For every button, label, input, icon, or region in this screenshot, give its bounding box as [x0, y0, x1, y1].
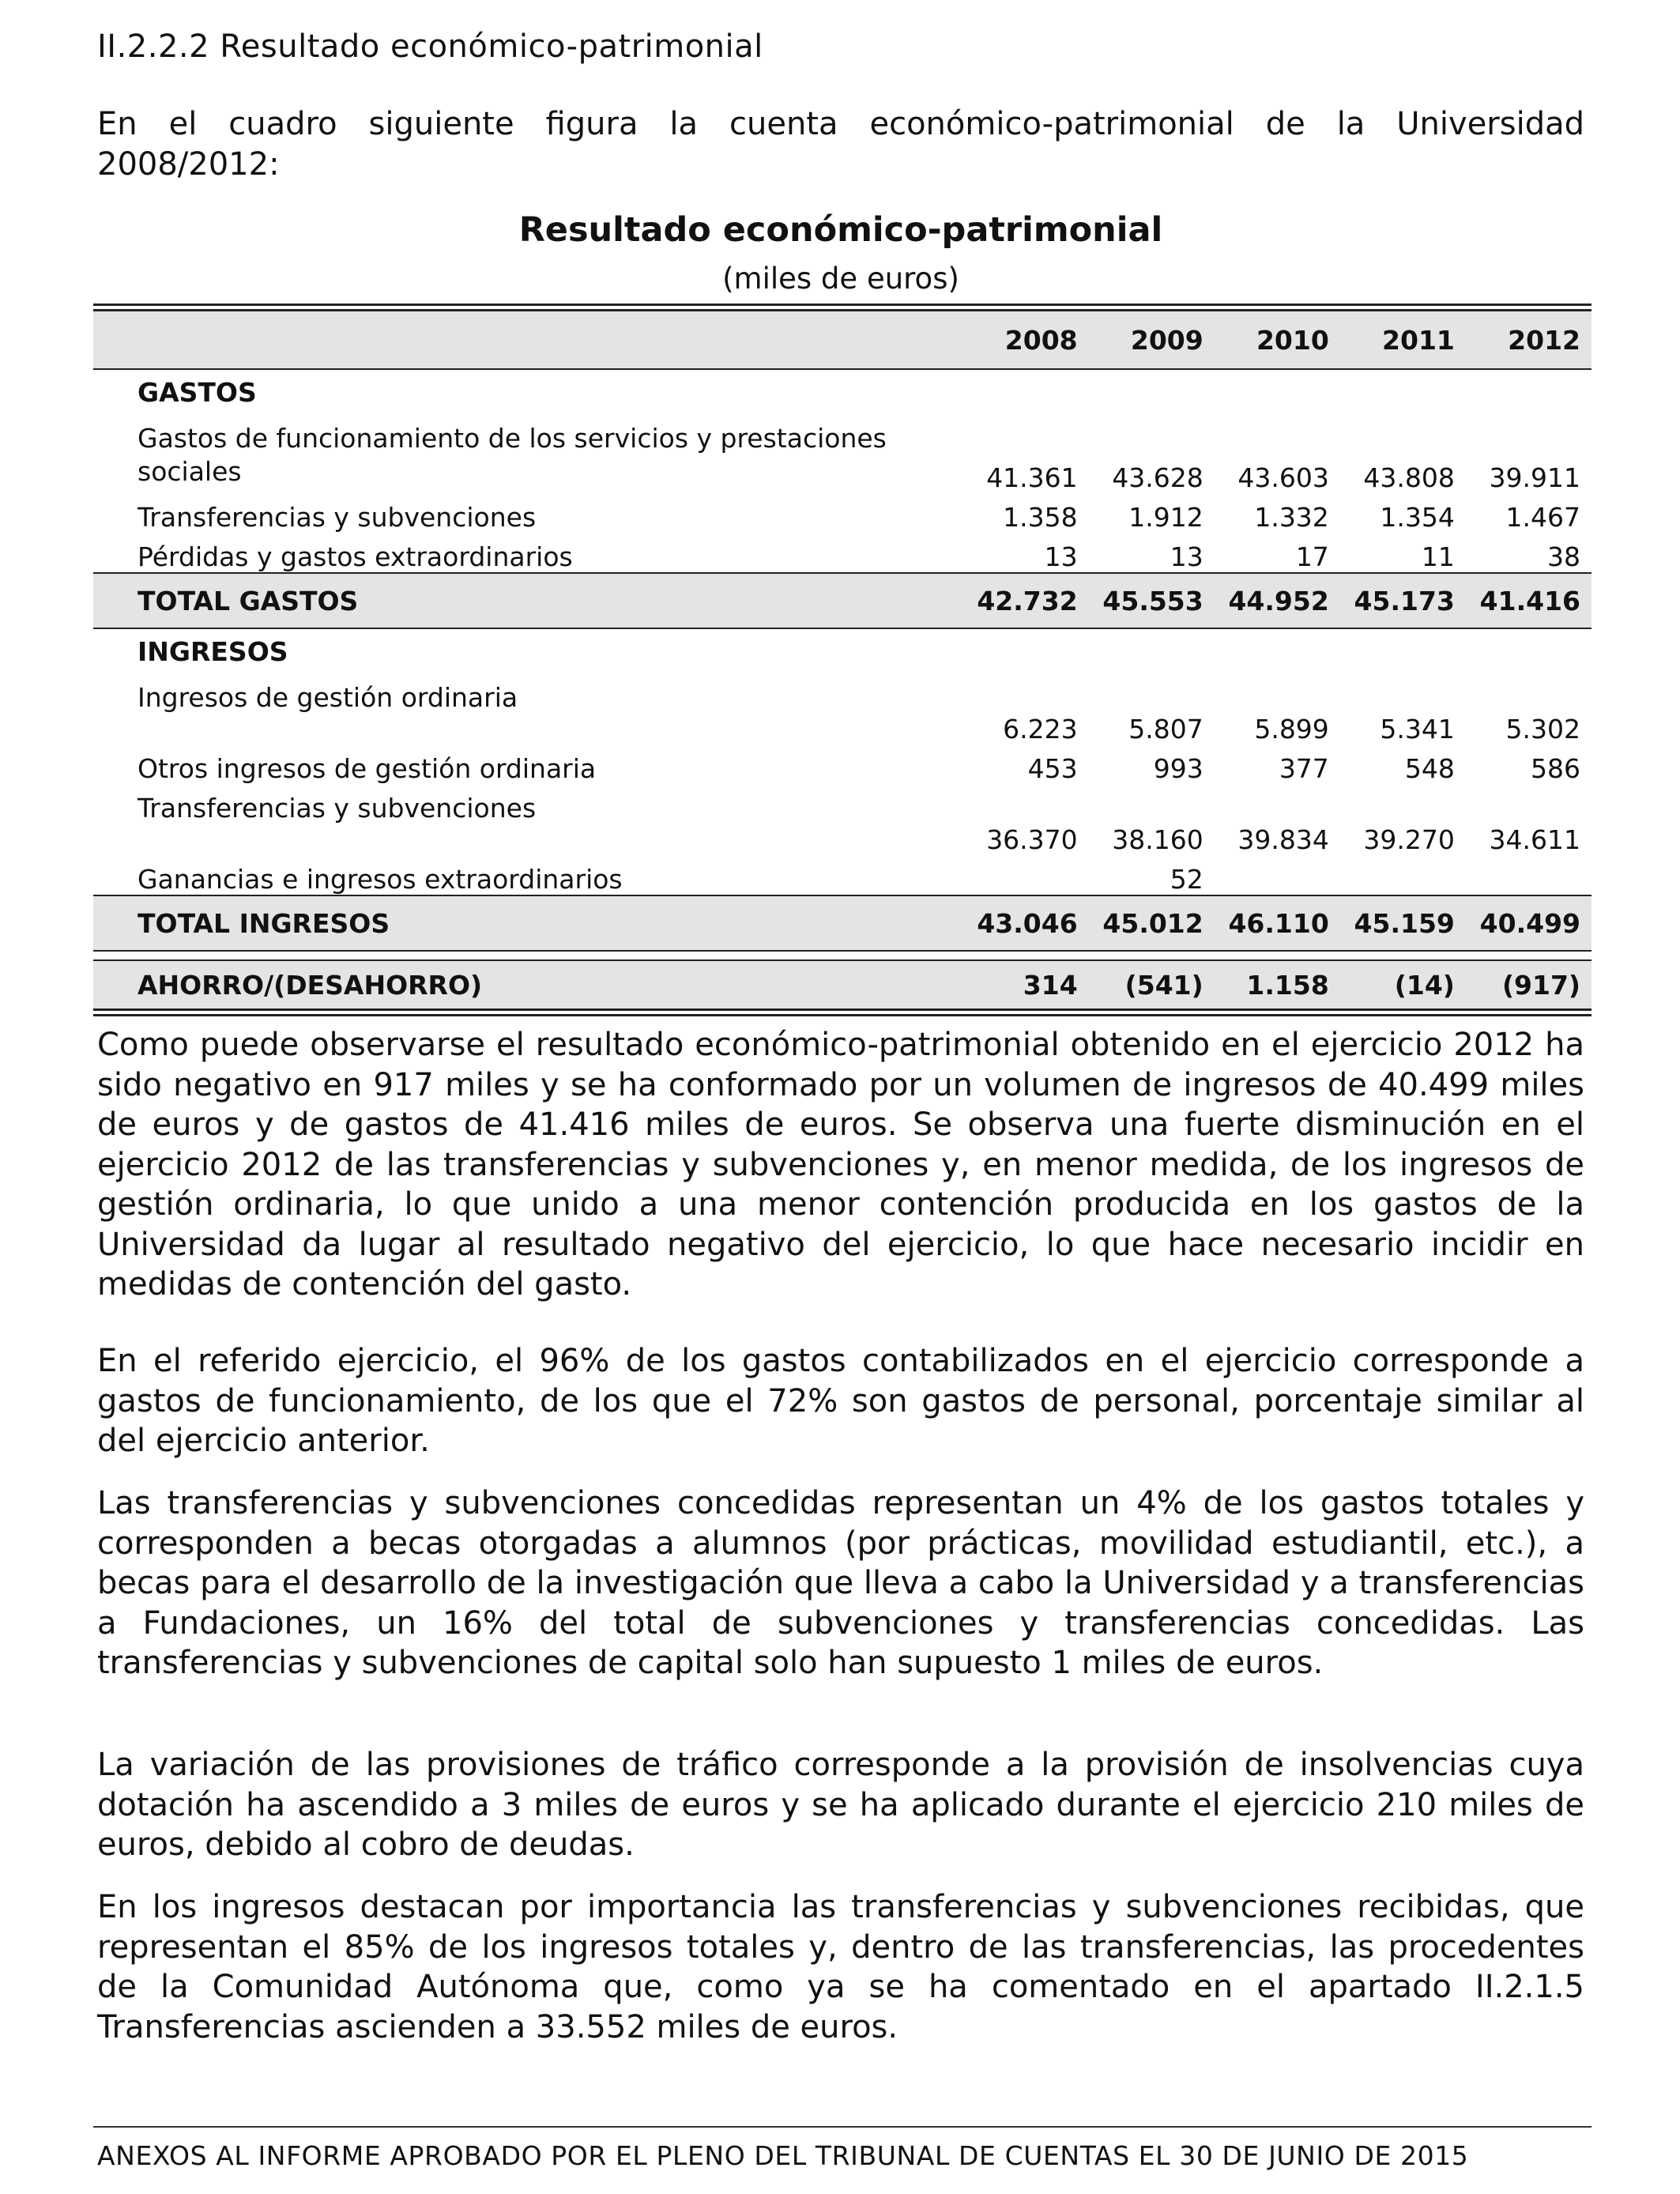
section-heading: II.2.2.2 Resultado económico-patrimonial [97, 28, 763, 65]
table-bottom-rule [93, 1008, 1591, 1016]
footer-rule [93, 2126, 1591, 2128]
ahorro-label: AHORRO/(DESAHORRO) [93, 960, 963, 1008]
row-value: 43.808 [1363, 462, 1455, 493]
row-label: Otros ingresos de gestión ordinaria [137, 753, 597, 784]
row-value: 1.354 [1380, 502, 1455, 533]
total-ingresos-label: TOTAL INGRESOS [93, 895, 963, 951]
total-value: 45.173 [1340, 573, 1466, 628]
total-ingresos-row [93, 895, 1591, 951]
total-value: 43.046 [963, 895, 1089, 951]
gastos-heading: GASTOS [137, 376, 257, 408]
row-value: 1.358 [1003, 502, 1078, 533]
row-value: 586 [1531, 753, 1580, 784]
gastos-heading-row [93, 369, 1591, 414]
total-gastos-label: TOTAL GASTOS [93, 573, 963, 628]
row-value: 39.911 [1489, 462, 1580, 493]
table-subtitle: (miles de euros) [722, 262, 959, 296]
total-value: 42.732 [963, 573, 1089, 628]
ahorro-value: (14) [1340, 960, 1466, 1008]
body-paragraph: La variación de las provisiones de tráfico corresponde a la provisión de insolvencias cuya dotación ha ascendido a 3 miles de euros y se ha aplicado durante el ejercicio 210 miles de euros, debido al cobro de deudas. [97, 1747, 1584, 1863]
row-value [1215, 855, 1340, 895]
financial-table-container [93, 303, 1591, 1016]
body-paragraph: Como puede observarse el resultado económico-patrimonial obtenido en el ejercicio 2012 ha sido negativo en 917 miles y se ha conformado por un volumen de ingresos de 40.499 miles de euros y de gastos de 41.416 miles de euros. Se observa una fuerte disminución en el ejercicio 2012 de las transferencias y subvenciones y, en menor medida, de los ingresos de gestión ordinaria, lo que unido a una menor contención producida en los gastos de la Universidad da lugar al resultado negativo del ejercicio, lo que hace necesario incidir en medidas de contención del gasto. [97, 1027, 1584, 1302]
row-value: 5.341 [1380, 714, 1455, 745]
row-value [1340, 855, 1466, 895]
row-value: 52 [1170, 864, 1203, 895]
row-value: 1.332 [1254, 502, 1329, 533]
row-value: 377 [1279, 753, 1329, 784]
row-value: 39.834 [1237, 824, 1329, 855]
row-value: 5.807 [1128, 714, 1203, 745]
row-value: 6.223 [1003, 714, 1078, 745]
ahorro-value: 314 [963, 960, 1089, 1008]
intro-paragraph: En el cuadro siguiente figura la cuenta económico-patrimonial de la Universidad 2008/2012: [97, 106, 1584, 183]
total-value: 45.159 [1340, 895, 1466, 951]
row-value: 39.270 [1363, 824, 1455, 855]
row-label: Gastos de funcionamiento de los servicios y prestaciones sociales [137, 423, 887, 487]
body-paragraph: En los ingresos destacan por importancia las transferencias y subvenciones recibidas, que representan el 85% de los ingresos totales y, dentro de las transferencias, las procedentes de la Comunidad Autónoma que, como ya se ha comentado en el apartado II.2.1.5 Transferencias ascienden a 33.552 miles de euros. [97, 1889, 1584, 2045]
row-value: 5.302 [1505, 714, 1580, 745]
row-value: 43.603 [1237, 462, 1329, 493]
year-header: 2012 [1466, 311, 1591, 369]
row-label: Ingresos de gestión ordinaria [137, 682, 518, 713]
table-row [93, 414, 1591, 493]
ahorro-row [93, 960, 1591, 1008]
row-value: 1.467 [1505, 502, 1580, 533]
table-row [93, 784, 1591, 855]
ahorro-value: (541) [1089, 960, 1215, 1008]
year-header: 2010 [1215, 311, 1340, 369]
body-paragraph: Las transferencias y subvenciones concedidas representan un 4% de los gastos totales y corresponden a becas otorgadas a alumnos (por prácticas, movilidad estudiantil, etc.), a becas para el desarrollo de la investigación que lleva a cabo la Universidad y a transferencias a Fundaciones, un 16% del total de subvenciones y transferencias concedidas. Las transferencias y subvenciones de capital solo han supuesto 1 miles de euros. [97, 1485, 1584, 1681]
year-header: 2011 [1340, 311, 1466, 369]
row-value: 13 [1170, 541, 1203, 572]
row-value: 17 [1295, 541, 1329, 572]
ingresos-heading: INGRESOS [137, 635, 288, 667]
row-value: 453 [1027, 753, 1078, 784]
row-value: 5.899 [1254, 714, 1329, 745]
row-value: 43.628 [1112, 462, 1203, 493]
page-footer: ANEXOS AL INFORME APROBADO POR EL PLENO DEL TRIBUNAL DE CUENTAS EL 30 DE JUNIO DE 2015 [97, 2140, 1469, 2171]
row-label: Ganancias e ingresos extraordinarios [137, 864, 623, 895]
row-value: 13 [1044, 541, 1078, 572]
year-header: 2008 [963, 311, 1089, 369]
total-value: 41.416 [1466, 573, 1591, 628]
row-value: 1.912 [1128, 502, 1203, 533]
total-value: 45.553 [1089, 573, 1215, 628]
table-row [93, 855, 1591, 895]
total-value: 46.110 [1215, 895, 1340, 951]
total-value: 40.499 [1466, 895, 1591, 951]
body-paragraph: En el referido ejercicio, el 96% de los gastos contabilizados en el ejercicio corresponde a gastos de funcionamiento, de los que el 72% son gastos de personal, porcentaje similar al del ejercicio anterior. [97, 1343, 1584, 1459]
ahorro-value: 1.158 [1215, 960, 1340, 1008]
table-title: Resultado económico-patrimonial [518, 210, 1163, 250]
row-label: Pérdidas y gastos extraordinarios [137, 541, 573, 572]
table-row [93, 533, 1591, 573]
row-label: Transferencias y subvenciones [137, 793, 537, 824]
header-blank-cell [93, 311, 963, 369]
table-row [93, 673, 1591, 745]
financial-table [93, 311, 1591, 1008]
row-value: 38.160 [1112, 824, 1203, 855]
total-value: 45.012 [1089, 895, 1215, 951]
row-value [963, 855, 1089, 895]
row-label: Transferencias y subvenciones [137, 502, 537, 533]
row-value: 11 [1421, 541, 1455, 572]
table-top-rule [93, 303, 1591, 311]
table-row [93, 745, 1591, 784]
row-value: 548 [1404, 753, 1455, 784]
table-header-row [93, 311, 1591, 369]
ingresos-heading-row [93, 628, 1591, 673]
row-value: 993 [1153, 753, 1203, 784]
row-value: 38 [1547, 541, 1580, 572]
row-value: 36.370 [986, 824, 1078, 855]
row-value: 34.611 [1489, 824, 1580, 855]
total-gastos-row [93, 573, 1591, 628]
total-value: 44.952 [1215, 573, 1340, 628]
spacer-row [93, 951, 1591, 960]
table-row [93, 493, 1591, 533]
row-value [1466, 855, 1591, 895]
row-value: 41.361 [986, 462, 1078, 493]
year-header: 2009 [1089, 311, 1215, 369]
ahorro-value: (917) [1466, 960, 1591, 1008]
